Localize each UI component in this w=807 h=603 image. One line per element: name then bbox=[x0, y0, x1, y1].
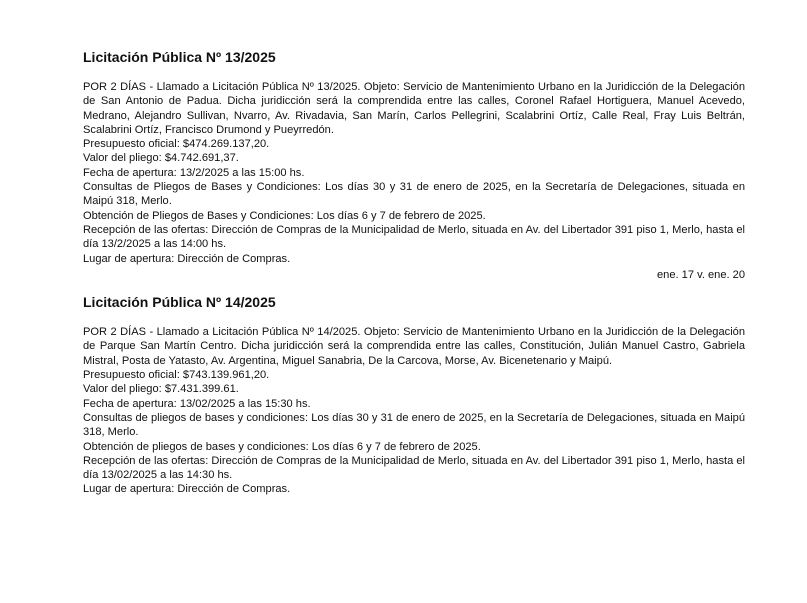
valor-pliego: Valor del pliego: $4.742.691,37. bbox=[83, 152, 239, 165]
consultas-pliegos: Consultas de Pliegos de Bases y Condiciones: Los días 30 y 31 de enero de 2025, en la Secretaría de Delegaciones, situada en Maipú 318, Merlo. bbox=[83, 181, 745, 208]
valor-pliego: Valor del pliego: $7.431.399.61. bbox=[83, 383, 239, 396]
presupuesto-oficial: Presupuesto oficial: $743.139.961,20. bbox=[83, 369, 270, 382]
fecha-apertura: Fecha de apertura: 13/02/2025 a las 15:30 hs. bbox=[83, 397, 311, 410]
consultas-pliegos: Consultas de pliegos de bases y condiciones: Los días 30 y 31 de enero de 2025, en la Secretaría de Delegaciones, situada en Maipú 318, Merlo. bbox=[83, 411, 745, 439]
recepcion-ofertas: Recepción de las ofertas: Dirección de Compras de la Municipalidad de Merlo, situada en Av. del Libertador 391 piso 1, Merlo, hasta el día 13/02/2025 a las 14:30 hs. bbox=[83, 454, 745, 482]
obtencion-pliegos: Obtención de pliegos de bases y condiciones: Los días 6 y 7 de febrero de 2025. bbox=[83, 440, 481, 453]
fecha-apertura: Fecha de apertura: 13/2/2025 a las 15:00 hs. bbox=[83, 166, 305, 179]
lugar-apertura: Lugar de apertura: Dirección de Compras. bbox=[83, 483, 291, 496]
document-page bbox=[83, 48, 745, 497]
lugar-apertura: Lugar de apertura: Dirección de Compras. bbox=[83, 252, 291, 265]
publication-dates: ene. 17 v. ene. 20 bbox=[657, 268, 745, 281]
notice-14-2025 bbox=[83, 293, 745, 497]
notice-body: POR 2 DÍAS - Llamado a Licitación Pública Nº 14/2025. Objeto: Servicio de Mantenimiento Urbano en la Juridicción de la Delegación de Parque San Martín Centro. Dicha juridicción será la comprendida entre las calles, Constitución, Julián Manuel Castro, Gabriela Mistral, Posta de Yatasto, Av. Argentina, Miguel Sanabria, De la Carcova, Morse, Av. Bicenetenario y Maipú. bbox=[83, 326, 745, 367]
recepcion-ofertas: Recepción de las ofertas: Dirección de Compras de la Municipalidad de Merlo, situada en Av. del Libertador 391 piso 1, Merlo, hasta el día 13/2/2025 a las 14:00 hs. bbox=[83, 223, 745, 251]
notice-13-2025 bbox=[83, 48, 745, 282]
notice-title: Licitación Pública Nº 13/2025 bbox=[83, 49, 276, 65]
presupuesto-oficial: Presupuesto oficial: $474.269.137,20. bbox=[83, 138, 270, 151]
obtencion-pliegos: Obtención de Pliegos de Bases y Condiciones: Los días 6 y 7 de febrero de 2025. bbox=[83, 209, 486, 222]
notice-title: Licitación Pública Nº 14/2025 bbox=[83, 294, 276, 311]
notice-body: POR 2 DÍAS - Llamado a Licitación Pública Nº 13/2025. Objeto: Servicio de Mantenimiento Urbano en la Juridicción de la Delegación de San Antonio de Padua. Dicha juridicción será la comprendida entre las calles, Coronel Rafael Hortiguera, Manuel Acevedo, Medrano, Alejandro Sullivan, Nvarro, Av. Rivadavia, San Marín, Carlos Pellegrini, Scalabrini Ortíz, Calle Real, Fray Luis Beltrán, Scalabrini Ortíz, Francisco Drumond y Pueyrredón. bbox=[83, 81, 745, 136]
